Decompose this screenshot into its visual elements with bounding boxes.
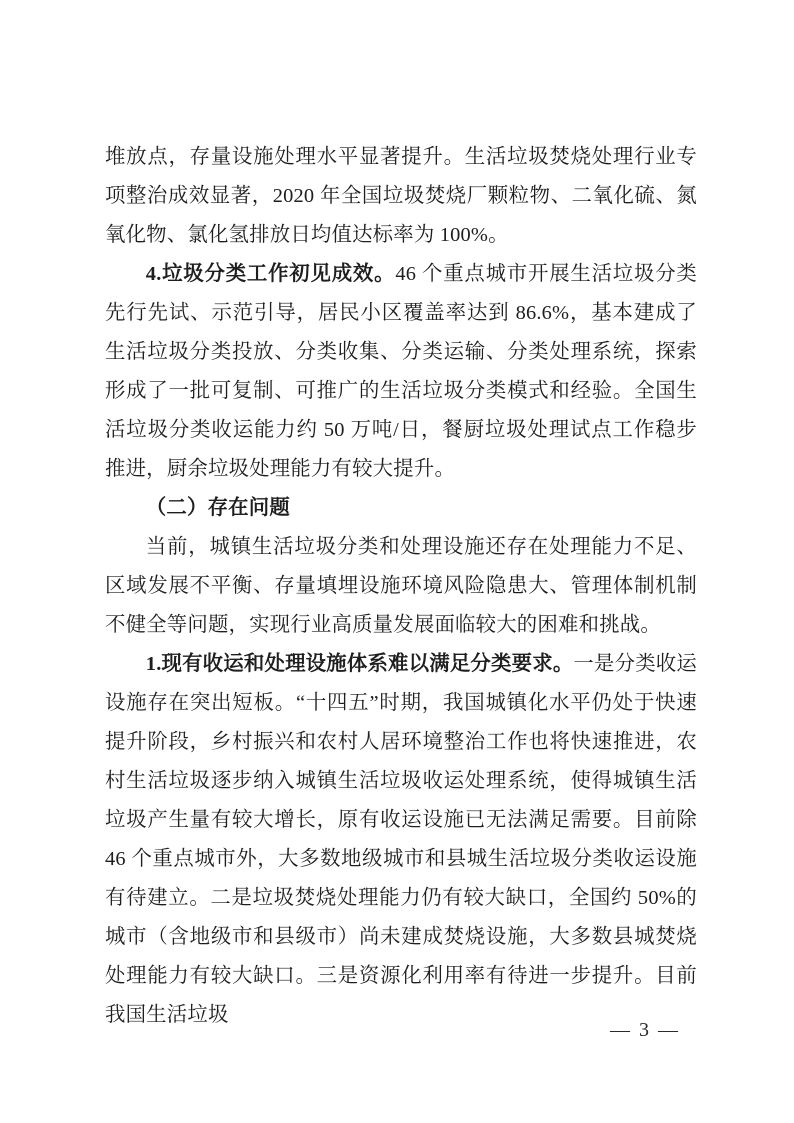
paragraph-text: 堆放点，存量设施处理水平显著提升。生活垃圾焚烧处理行业专项整治成效显著，2020 年全国垃圾焚烧厂颗粒物、二氧化硫、氮氧化物、氯化氢排放日均值达标率为 100%。 (105, 146, 697, 246)
page-number: — 3 — (610, 1019, 680, 1041)
paragraph-item-1 (105, 645, 697, 1035)
paragraph-text: 46 个重点城市开展生活垃圾分类先行先试、示范引导，居民小区覆盖率达到 86.6%，基本建成了生活垃圾分类投放、分类收集、分类运输、分类处理系统，探索形成了一批可复制、可推广的生活垃圾分类模式和经验。全国生活垃圾分类收运能力约 50 万吨/日，餐厨垃圾处理试点工作稳步推进，厨余垃圾处理能力有较大提升。 (105, 263, 697, 480)
document-body (105, 138, 697, 1035)
paragraph-current-situation (105, 528, 697, 645)
paragraph-lead-heading: 1.现有收运和处理设施体系难以满足分类要求。 (145, 653, 574, 675)
paragraph-continuation (105, 138, 697, 255)
paragraph-lead-heading: 4.垃圾分类工作初见成效。 (145, 263, 396, 285)
paragraph-text: 当前，城镇生活垃圾分类和处理设施还存在处理能力不足、区域发展不平衡、存量填埋设施环境风险隐患大、管理体制机制不健全等问题，实现行业高质量发展面临较大的困难和挑战。 (105, 536, 697, 636)
paragraph-text: 一是分类收运设施存在突出短板。“十四五”时期，我国城镇化水平仍处于快速提升阶段，乡村振兴和农村人居环境整治工作也将快速推进，农村生活垃圾逐步纳入城镇生活垃圾收运处理系统，使得城镇生活垃圾产生量有较大增长，原有收运设施已无法满足需要。目前除 46 个重点城市外，大多数地级城市和县城生活垃圾分类收运设施有待建立。二是垃圾焚烧处理能力仍有较大缺口，全国约 50%的城市（含地级市和县级市）尚未建成焚烧设施，大多数县城焚烧处理能力有较大缺口。三是资源化利用率有待进一步提升。目前我国生活垃圾 (105, 653, 697, 1026)
section-heading-problems: （二）存在问题 (145, 497, 290, 519)
paragraph-item-4 (105, 255, 697, 489)
